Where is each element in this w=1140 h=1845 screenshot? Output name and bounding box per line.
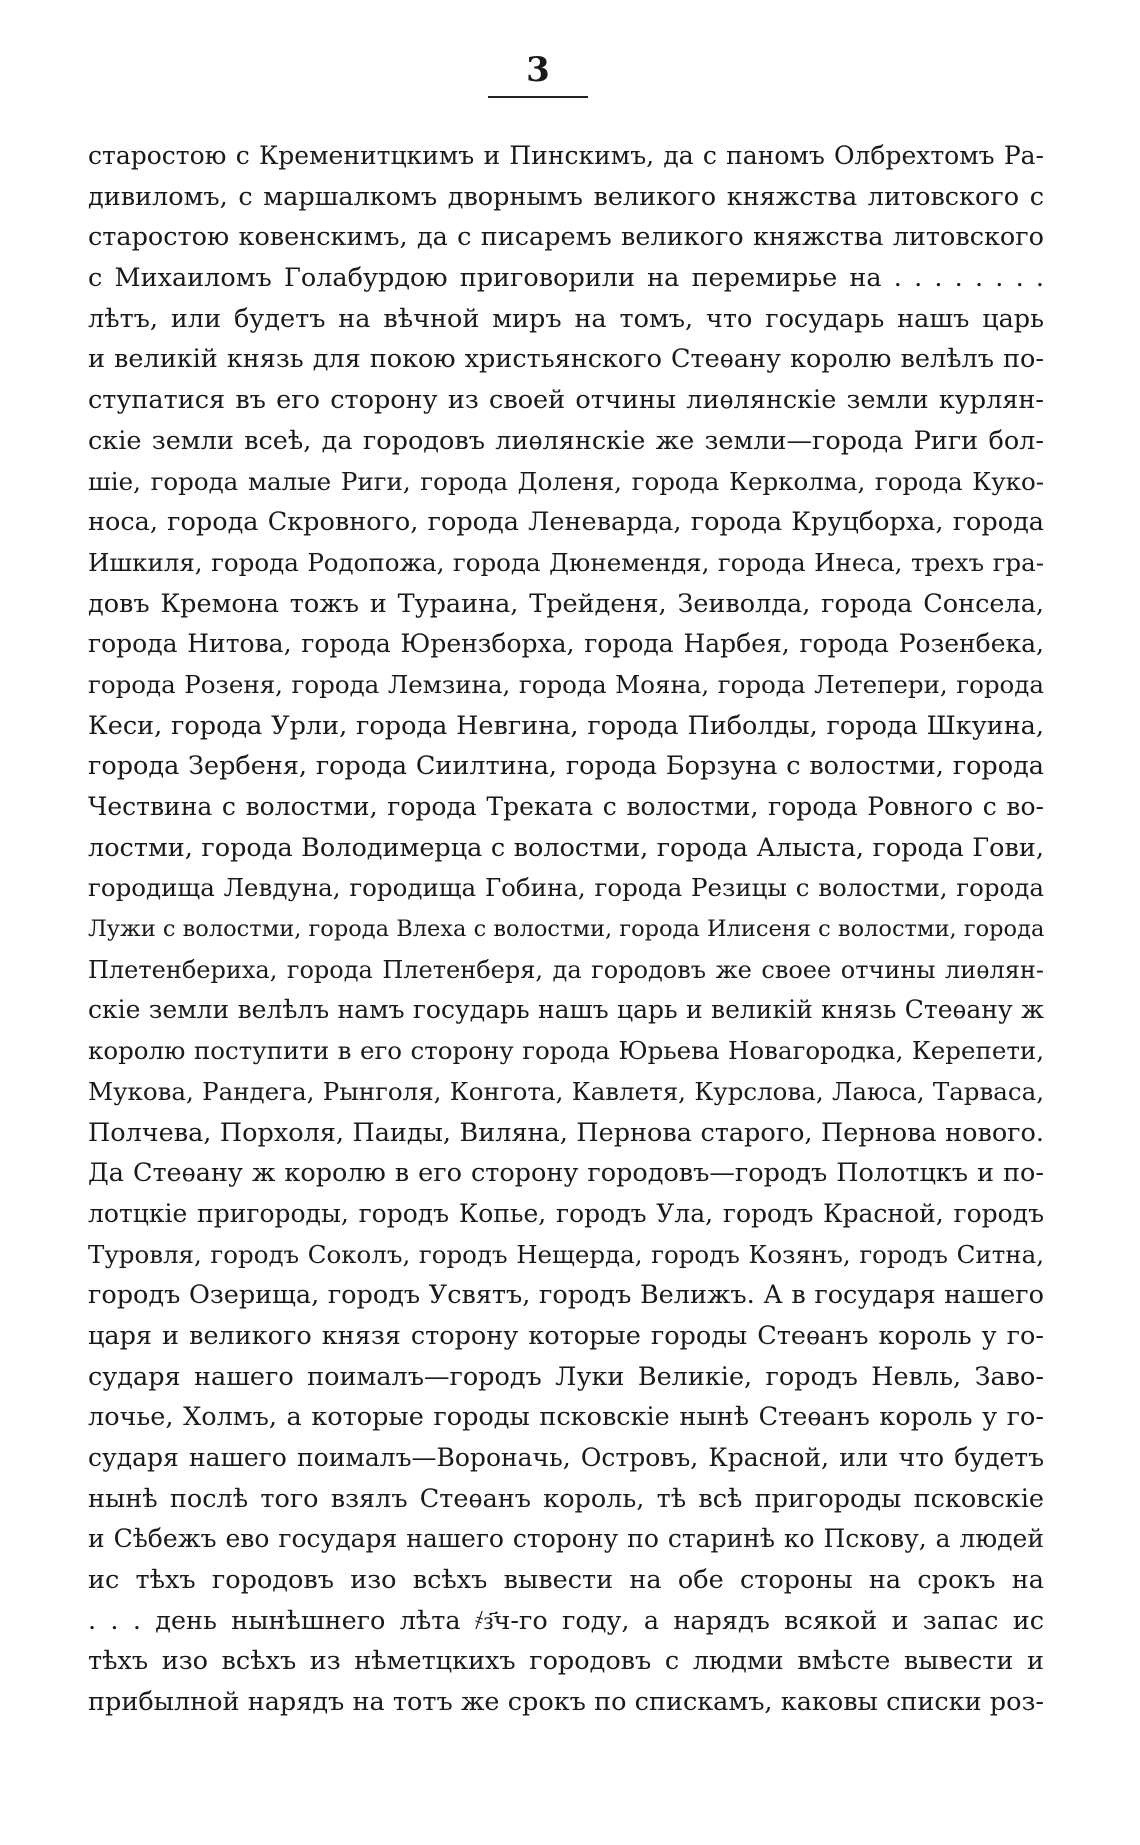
- text-line: лостми, города Володимерца с волостми, города Алыста, города Гови,: [88, 832, 1044, 863]
- header-rule: [488, 96, 588, 98]
- text-line: королю поступити в его сторону города Юрьева Новагородка, Керепети,: [88, 1036, 1044, 1066]
- text-line: сударя нашего поималъ—городъ Луки Великiе, городъ Невль, Заво-: [88, 1361, 1044, 1392]
- text-line: Плетенбериха, города Плетенберя, да городовъ же своее отчины лиѳлян-: [88, 955, 1044, 984]
- text-line: города Нитова, города Юрензборха, города Нарбея, города Розенбека,: [88, 629, 1044, 659]
- text-line: города Зербеня, города Сиилтина, города Борзуна с волостми, города: [88, 751, 1044, 782]
- body-text: [88, 136, 1044, 1723]
- text-line: нынѣ послѣ того взялъ Стеѳанъ король, тѣ всѣ пригороды псковскiе: [88, 1483, 1044, 1514]
- text-line: ступатися въ его сторону из своей отчины лиѳлянскiе земли курлян-: [88, 385, 1044, 416]
- text-line: довъ Кремона тожъ и Тураина, Трейденя, Зеиволда, города Сонсела,: [88, 588, 1044, 619]
- text-line: лотцкiе пригороды, городъ Копье, городъ Ула, городъ Красной, городъ: [88, 1198, 1044, 1228]
- page-number: 3: [526, 50, 550, 90]
- text-line: городъ Озерища, городъ Усвятъ, городъ Велижъ. А в государя нашего: [88, 1280, 1044, 1311]
- page-header: [488, 50, 588, 98]
- text-line: скiе земли всеѣ, да городовъ лиѳлянскiе же земли—города Риги бол-: [88, 425, 1044, 456]
- text-line: лѣтъ, или будетъ на вѣчной миръ на томъ, что государь нашъ царь: [88, 303, 1044, 334]
- text-line: старостою ковенскимъ, да с писаремъ великого княжства литовского: [88, 222, 1044, 253]
- text-line: Полчева, Порхоля, Паиды, Виляна, Пернова старого, Пернова нового.: [88, 1117, 1044, 1148]
- text-line: городища Левдуна, городища Гобина, города Резицы с волостми, города: [88, 873, 1044, 903]
- text-line: и великiй князь для покою христьянского Стеѳану королю велѣлъ по-: [88, 344, 1044, 375]
- text-line: Туровля, городъ Соколъ, городъ Нещерда, городъ Козянъ, городъ Ситна,: [88, 1239, 1044, 1269]
- text-line: Кеси, города Урли, города Невгина, города Пиболды, города Шкуина,: [88, 710, 1044, 741]
- text-line: Мукова, Рандега, Рынголя, Конгота, Кавлетя, Курслова, Лаюса, Тарваса,: [88, 1076, 1044, 1106]
- text-line: шiе, города малые Риги, города Доленя, города Керколма, города Куко-: [88, 466, 1044, 496]
- text-line: дивиломъ, с маршалкомъ дворнымъ великого княжства литовского с: [88, 181, 1044, 212]
- text-line: скiе земли велѣлъ намъ государь нашъ царь и великiй князь Стеѳану ж: [88, 995, 1044, 1025]
- text-line: старостою с Кременитцкимъ и Пинскимъ, да с паномъ Олбрехтомъ Ра-: [88, 141, 1044, 170]
- text-line: Ишкиля, города Родопожа, города Дюнемендя, города Инеса, трехъ гра-: [88, 547, 1044, 577]
- text-line: с Михаиломъ Голабурдою приговорили на перемирье на . . . . . . . .: [88, 263, 1044, 294]
- text-line: царя и великого князя сторону которые городы Стеѳанъ король у го-: [88, 1320, 1044, 1351]
- text-line: прибылной нарядъ на тотъ же срокъ по спискамъ, каковы списки роз-: [88, 1687, 1044, 1718]
- text-line: и Сѣбежъ ево государя нашего сторону по старинѣ ко Пскову, а людей: [88, 1524, 1044, 1554]
- text-line: . . . день нынѣшнего лѣта ҂з҃ч-го году, а нарядъ всякой и запас ис: [88, 1605, 1044, 1636]
- text-line: города Розеня, города Лемзина, города Мояна, города Летепери, города: [88, 669, 1044, 699]
- text-line: лочье, Холмъ, а которые городы псковскiе нынѣ Стеѳанъ король у го-: [88, 1402, 1044, 1433]
- text-line: ис тѣхъ городовъ изо всѣхъ вывести на обе стороны на срокъ на: [88, 1565, 1044, 1596]
- text-line: Лужи с волостми, города Влеха с волостми, города Илисеня с волостми, города: [88, 916, 1044, 943]
- text-line: Да Стеѳану ж королю в его сторону городовъ—городъ Полотцкъ и по-: [88, 1158, 1044, 1189]
- text-line: Чествина с волостми, города Треката с волостми, города Ровного с во-: [88, 792, 1044, 821]
- text-line: сударя нашего поималъ—Вороначь, Островъ, Красной, или что будетъ: [88, 1443, 1044, 1472]
- text-line: тѣхъ изо всѣхъ из нѣметцкихъ городовъ с людми вмѣсте вывести и: [88, 1646, 1044, 1677]
- text-line: носа, города Скровного, города Леневарда, города Круцборха, города: [88, 507, 1044, 538]
